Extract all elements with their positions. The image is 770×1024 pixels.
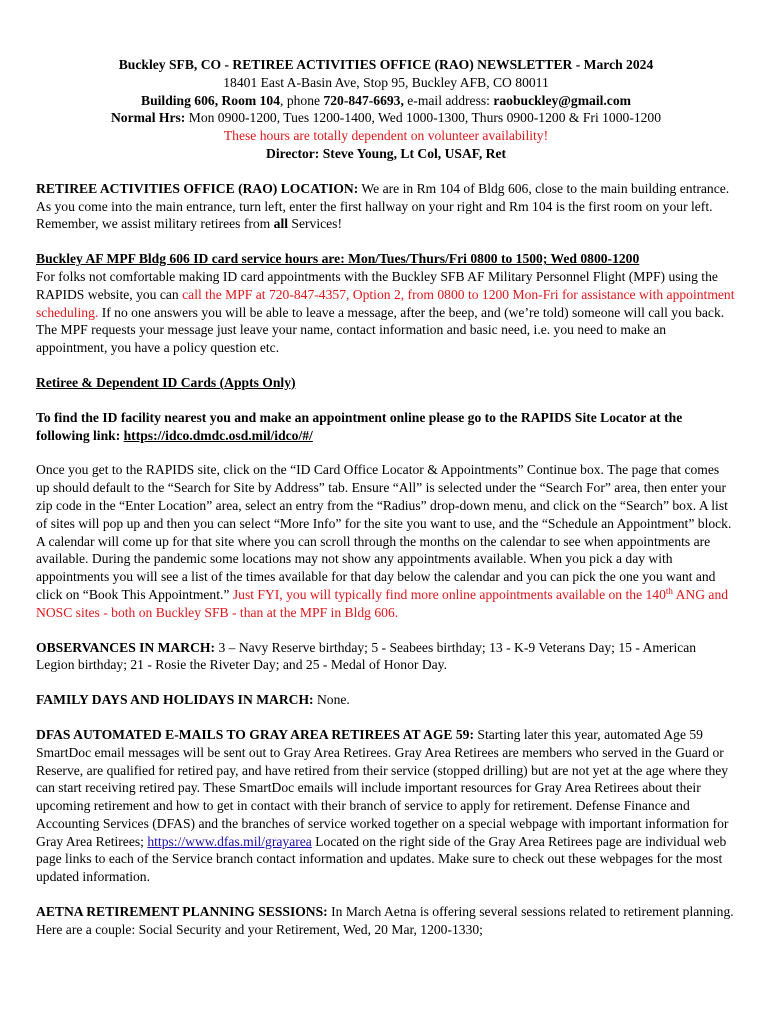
volunteer-note: These hours are totally dependent on volunteer availability! — [223, 128, 549, 144]
observances-heading: OBSERVANCES IN MARCH: — [36, 639, 216, 655]
phone-prefix: , phone — [280, 92, 324, 108]
phone-number: 720-847-6693, — [323, 92, 404, 108]
id-cards-heading: Retiree & Dependent ID Cards (Appts Only) — [36, 374, 296, 390]
location-section — [36, 180, 736, 233]
building-room: Building 606, Room 104 — [141, 92, 281, 108]
fyi-text-2: ANG and NOSC sites - both on Buckley SFB - than at the MPF in Bldg 606. — [36, 586, 729, 620]
location-text-bold: all — [273, 216, 289, 232]
contact-line — [36, 92, 736, 110]
email-address[interactable]: raobuckley@gmail.com — [493, 92, 631, 108]
family-days-section — [36, 691, 736, 709]
email-prefix: e-mail address: — [403, 92, 494, 108]
fyi-text-1: Just FYI, you will typically find more online appointments available on the 140 — [229, 586, 666, 602]
newsletter-header — [36, 56, 736, 163]
rapids-locator-text: To find the ID facility nearest you and make an appointment online please go to the RAPIDS Site Locator at the following link: — [36, 409, 683, 443]
rapids-instructions-text: Once you get to the RAPIDS site, click on the “ID Card Office Locator & Appointments” Continue box. The page that comes up should default to the “Search for Site by Address” tab. Ensure “All” is selected under the “Search For” area, then enter your zip code in the “Enter Location” area, select an entry from the “Radius” drop-down menu, and click on the “Search” box. A list of sites will pop up and then you can select “More Info” for the site you want to use, and the “Schedule an Appointment” block. A calendar will come up for that site where you can scroll through the months on the calendar to see when appointments are available. During the pandemic some locations may not show any appointments available. When you pick a day with appointments you will see a list of the times available for that day below the calendar and you can pick the one you want and click on “Book This Appointment.” — [36, 462, 732, 602]
rapids-instructions — [36, 461, 736, 621]
mpf-heading: Buckley AF MPF Bldg 606 ID card service hours are: Mon/Tues/Thurs/Fri 0800 to 1500; Wed 0800-1200 — [36, 251, 640, 267]
fyi-superscript: th — [665, 585, 673, 596]
office-address: 18401 East A-Basin Ave, Stop 95, Buckley AFB, CO 80011 — [223, 74, 549, 90]
location-heading: RETIREE ACTIVITIES OFFICE (RAO) LOCATION: — [36, 180, 359, 196]
aetna-heading: AETNA RETIREMENT PLANNING SESSIONS: — [36, 904, 328, 920]
dfas-grayarea-link[interactable]: https://www.dfas.mil/grayarea — [147, 833, 312, 849]
observances-text: 3 – Navy Reserve birthday; 5 - Seabees birthday; 13 - K-9 Veterans Day; 15 - American Legion birthday; 21 - Rosie the Riveter Day; and 25 - Medal of Honor Day. — [36, 639, 697, 673]
rapids-link[interactable]: https://idco.dmdc.osd.mil/idco/#/ — [123, 427, 313, 443]
aetna-text: In March Aetna is offering several sessions related to retirement planning. Here are a couple: Social Security and your Retirement, Wed, 20 Mar, 1200-1330; — [36, 904, 734, 937]
dfas-text-2: Located on the right side of the Gray Area Retirees page are individual web page links to each of the Service branch contact information and updates. Make sure to check out these webpages for the most updated information. — [36, 833, 727, 885]
mpf-text-2: If no one answers you will be able to leave a message, after the beep, and (we’re told) someone will call you back. The MPF requests your message just leave your name, contact information and basic need, i.e. you need to make an appointment, you have a policy question etc. — [36, 304, 725, 356]
location-text-2: Services! — [288, 216, 342, 232]
hours-label: Normal Hrs: — [110, 110, 186, 126]
director-line: Director: Steve Young, Lt Col, USAF, Ret — [266, 145, 506, 161]
newsletter-title: Buckley SFB, CO - RETIREE ACTIVITIES OFFICE (RAO) NEWSLETTER - March 2024 — [118, 57, 654, 72]
family-days-heading: FAMILY DAYS AND HOLIDAYS IN MARCH: — [36, 692, 314, 708]
dfas-text-1: Starting later this year, automated Age 59 SmartDoc email messages will be sent out to Gray Area Retirees. Gray Area Retirees are members who served in the Guard or Reserve, are qualified for retired pay, and have retired from their service (stopped drilling) but are not yet at the age where they can start receiving retired pay. These SmartDoc emails will include important resources for Gray Area Retirees about their upcoming retirement and how to get in contact with their branch of service to apply for retirement. Defense Finance and Accounting Services (DFAS) and the branches of service worked together on a special webpage with important information for Gray Area Retirees; — [36, 726, 729, 849]
mpf-section — [36, 268, 736, 357]
observances-section — [36, 639, 736, 675]
rapids-locator — [36, 409, 736, 445]
family-days-text: None. — [313, 692, 350, 708]
mpf-text-1: For folks not comfortable making ID card appointments with the Buckley SFB AF Military Personnel Flight (MPF) using the RAPIDS website, you can — [36, 268, 718, 302]
location-text-1: We are in Rm 104 of Bldg 606, close to the main building entrance. As you come into the main entrance, turn left, enter the first hallway on your right and Rm 104 is the first room on your left. Remember, we assist military retirees from — [36, 180, 730, 232]
mpf-phone-note: call the MPF at 720-847-4357, Option 2, from 0800 to 1200 Mon-Fri for assistance with appointment scheduling. — [36, 286, 735, 320]
hours-line — [36, 109, 736, 127]
hours-text: Mon 0900-1200, Tues 1200-1400, Wed 1000-1300, Thurs 0900-1200 & Fri 1000-1200 — [185, 110, 662, 126]
aetna-section — [36, 903, 736, 939]
newsletter-page — [36, 56, 736, 939]
dfas-section — [36, 726, 736, 886]
dfas-heading: DFAS AUTOMATED E-MAILS TO GRAY AREA RETIREES AT AGE 59: — [36, 726, 474, 742]
